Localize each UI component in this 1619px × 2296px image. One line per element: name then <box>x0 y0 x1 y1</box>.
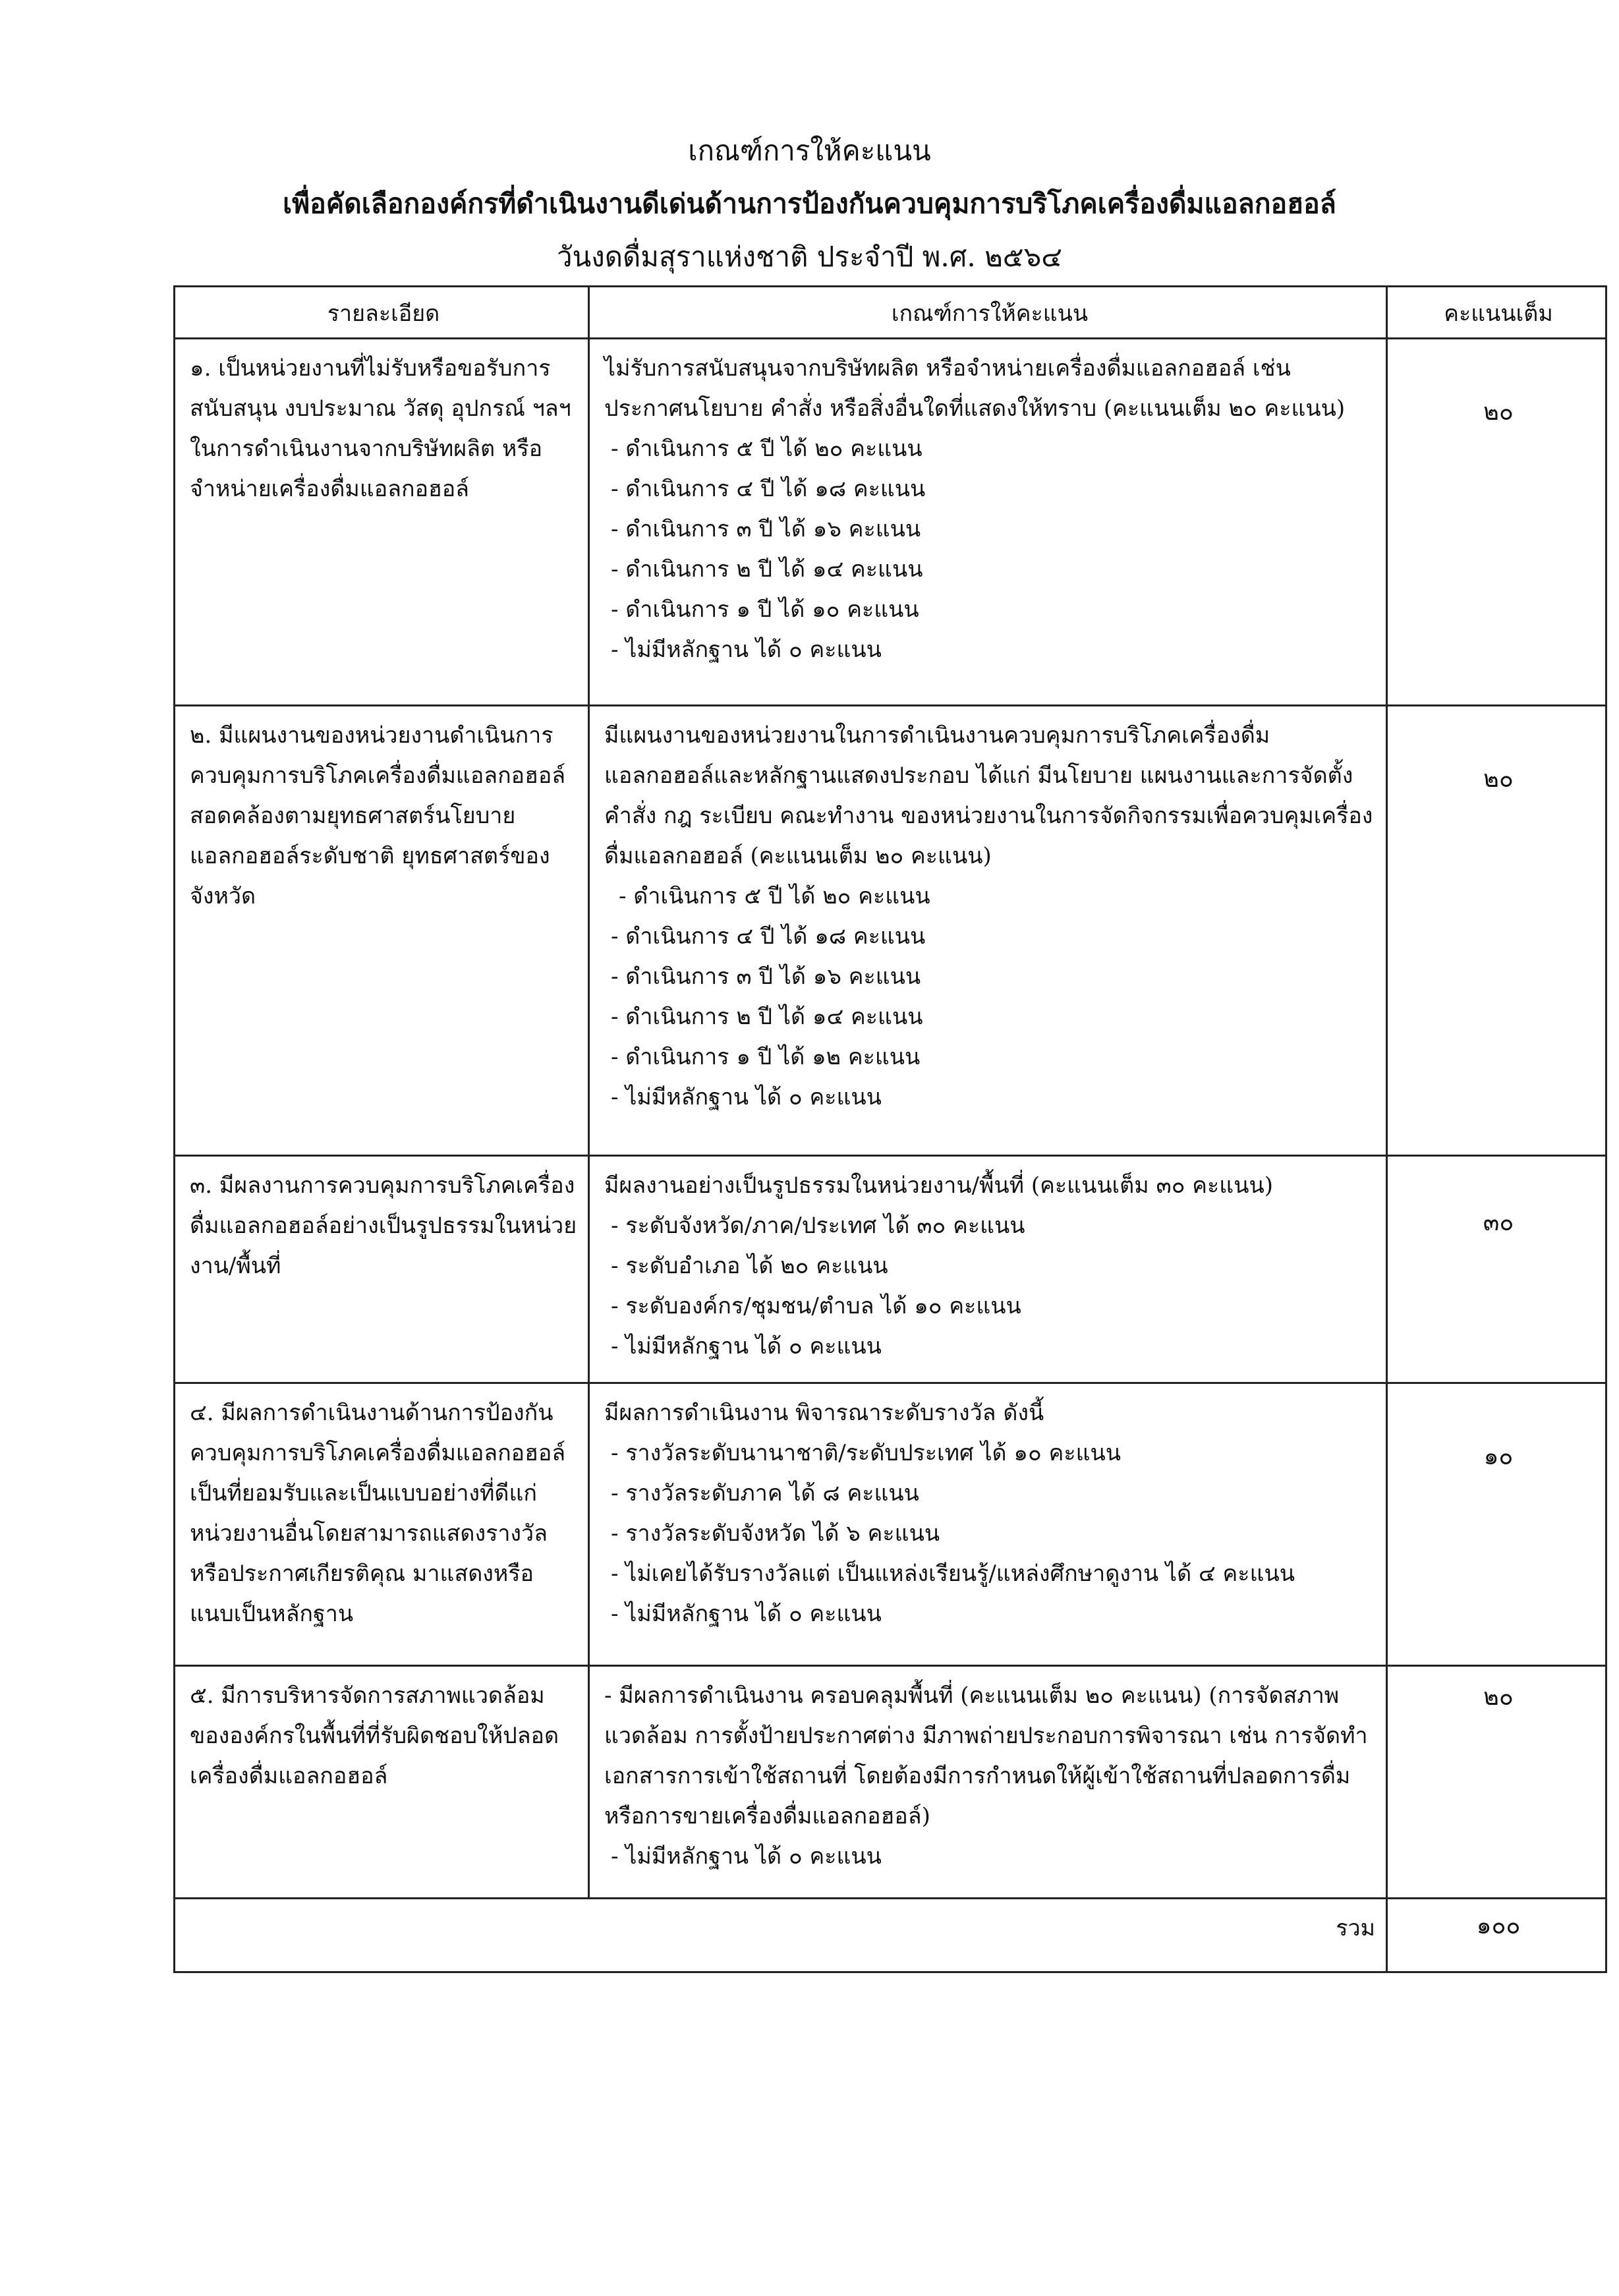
score-value: ๒๐ <box>1483 1684 1514 1711</box>
row-score <box>1387 1383 1606 1666</box>
row-score <box>1387 1666 1606 1899</box>
score-value: ๒๐ <box>1483 399 1514 426</box>
criteria-item: - ดำเนินการ ๑ ปี ได้ ๑๐ คะแนน <box>611 596 919 623</box>
row-criteria <box>589 1666 1387 1899</box>
total-score-value: ๑๐๐ <box>1476 1912 1521 1939</box>
total-row <box>175 1899 1606 1972</box>
row-score <box>1387 339 1606 706</box>
criteria-description: มีผลงานอย่างเป็นรูปธรรมในหน่วยงาน/พื้นที่ (คะแนนเต็ม ๓๐ คะแนน) <box>604 1172 1273 1199</box>
row-detail: ๔. มีผลการดำเนินงานด้านการป้องกันควบคุมการบริโภคเครื่องดื่มแอลกอฮอล์เป็นที่ยอมรับและเป็นแบบอย่างที่ดีแก่หน่วยงานอื่นโดยสามารถแสดงรางวัลหรือประกาศเกียรติคุณ มาแสดงหรือแนบเป็นหลักฐาน <box>175 1383 589 1666</box>
criteria-item: - ระดับอำเภอ ได้ ๒๐ คะแนน <box>611 1253 888 1279</box>
total-label: รวม <box>175 1899 1387 1972</box>
row-criteria <box>589 706 1387 1156</box>
criteria-description: - มีผลการดำเนินงาน ครอบคลุมพื้นที่ (คะแนนเต็ม ๒๐ คะแนน) (การจัดสภาพแวดล้อม การตั้งป้ายประกาศต่าง มีภาพถ่ายประกอบการพิจารณา เช่น การจัดทำเอกสารการเข้าใช้สถานที่ โดยต้องมีการกำหนดให้ผู้เข้าใช้สถานที่ปลอดการดื่มหรือการขายเครื่องดื่มแอลกอฮอล์) <box>604 1682 1368 1829</box>
criteria-item: - ระดับองค์กร/ชุมชน/ตำบล ได้ ๑๐ คะแนน <box>611 1293 1021 1319</box>
criteria-item: - ดำเนินการ ๕ ปี ได้ ๒๐ คะแนน <box>619 883 930 909</box>
score-value: ๑๐ <box>1483 1443 1514 1470</box>
table-row <box>175 1156 1606 1383</box>
criteria-description: มีผลการดำเนินงาน พิจารณาระดับรางวัล ดังนี้ <box>604 1400 1044 1426</box>
criteria-item: - ไม่มีหลักฐาน ได้ ๐ คะแนน <box>611 1601 882 1627</box>
total-score <box>1387 1899 1606 1972</box>
criteria-item: - ดำเนินการ ๓ ปี ได้ ๑๖ คะแนน <box>611 963 921 990</box>
criteria-item: - ไม่มีหลักฐาน ได้ ๐ คะแนน <box>611 1333 882 1360</box>
criteria-description: ไม่รับการสนับสนุนจากบริษัทผลิต หรือจำหน่ายเครื่องดื่มแอลกอฮอล์ เช่น ประกาศนโยบาย คำสั่ง หรือสิ่งอื่นใดที่แสดงให้ทราบ (คะแนนเต็ม ๒๐ คะแนน) <box>604 355 1346 422</box>
row-detail: ๕. มีการบริหารจัดการสภาพแวดล้อมขององค์กรในพื้นที่ที่รับผิดชอบให้ปลอดเครื่องดื่มแอลกอฮอล์ <box>175 1666 589 1899</box>
row-criteria <box>589 1383 1387 1666</box>
criteria-description: มีแผนงานของหน่วยงานในการดำเนินงานควบคุมการบริโภคเครื่องดื่มแอลกอฮอล์และหลักฐานแสดงประกอบ ได้แก่ มีนโยบาย แผนงานและการจัดตั้งคำสั่ง กฎ ระเบียบ คณะทำงาน ของหน่วยงานในการจัดกิจกรรมเพื่อควบคุมเครื่องดื่มแอลกอฮอล์ (คะแนนเต็ม ๒๐ คะแนน) <box>604 722 1373 869</box>
document-event-line: วันงดดื่มสุราแห่งชาติ ประจำปี พ.ศ. ๒๕๖๔ <box>556 241 1063 273</box>
criteria-item: - ดำเนินการ ๓ ปี ได้ ๑๖ คะแนน <box>611 516 921 542</box>
row-criteria <box>589 339 1387 706</box>
criteria-item: - ดำเนินการ ๕ ปี ได้ ๒๐ คะแนน <box>611 436 923 462</box>
score-value: ๒๐ <box>1483 766 1514 793</box>
criteria-item: - ไม่มีหลักฐาน ได้ ๐ คะแนน <box>611 1084 882 1110</box>
row-score <box>1387 706 1606 1156</box>
row-detail: ๓. มีผลงานการควบคุมการบริโภคเครื่องดื่มแอลกอฮอล์อย่างเป็นรูปธรรมในหน่วยงาน/พื้นที่ <box>175 1156 589 1383</box>
criteria-item: - รางวัลระดับภาค ได้ ๘ คะแนน <box>611 1480 919 1507</box>
criteria-item: - ดำเนินการ ๒ ปี ได้ ๑๔ คะแนน <box>611 1004 923 1030</box>
header-detail: รายละเอียด <box>175 287 589 339</box>
document-title: เกณฑ์การให้คะแนน <box>688 134 931 167</box>
criteria-item: - ดำเนินการ ๒ ปี ได้ ๑๔ คะแนน <box>611 556 923 583</box>
header-criteria: เกณฑ์การให้คะแนน <box>589 287 1387 339</box>
table-row <box>175 1666 1606 1899</box>
table-row <box>175 1383 1606 1666</box>
criteria-item: - ไม่มีหลักฐาน ได้ ๐ คะแนน <box>611 1843 882 1870</box>
row-criteria <box>589 1156 1387 1383</box>
row-score <box>1387 1156 1606 1383</box>
criteria-item: - รางวัลระดับจังหวัด ได้ ๖ คะแนน <box>611 1520 940 1547</box>
header-full-score: คะแนนเต็ม <box>1387 287 1606 339</box>
table-header-row <box>175 287 1606 339</box>
row-detail: ๒. มีแผนงานของหน่วยงานดำเนินการควบคุมการบริโภคเครื่องดื่มแอลกอฮอล์ สอดคล้องตามยุทธศาสตร์นโยบายแอลกอฮอล์ระดับชาติ ยุทธศาสตร์ของจังหวัด <box>175 706 589 1156</box>
criteria-item: - ระดับจังหวัด/ภาค/ประเทศ ได้ ๓๐ คะแนน <box>611 1213 1025 1239</box>
score-value: ๓๐ <box>1483 1209 1514 1236</box>
criteria-item: - ไม่เคยได้รับรางวัลแต่ เป็นแหล่งเรียนรู้/แหล่งศึกษาดูงาน ได้ ๔ คะแนน <box>611 1561 1295 1587</box>
row-detail: ๑. เป็นหน่วยงานที่ไม่รับหรือขอรับการสนับสนุน งบประมาณ วัสดุ อุปกรณ์ ฯลฯ ในการดำเนินงานจากบริษัทผลิต หรือจำหน่ายเครื่องดื่มแอลกอฮอล์ <box>175 339 589 706</box>
criteria-item: - ดำเนินการ ๔ ปี ได้ ๑๘ คะแนน <box>611 476 926 502</box>
criteria-item: - ไม่มีหลักฐาน ได้ ๐ คะแนน <box>611 637 882 663</box>
criteria-item: - ดำเนินการ ๑ ปี ได้ ๑๒ คะแนน <box>611 1044 921 1070</box>
scoring-criteria-table <box>173 285 1607 1973</box>
table-row <box>175 339 1606 706</box>
criteria-item: - รางวัลระดับนานาชาติ/ระดับประเทศ ได้ ๑๐ คะแนน <box>611 1440 1121 1466</box>
document-subtitle: เพื่อคัดเลือกองค์กรที่ดำเนินงานดีเด่นด้านการป้องกันควบคุมการบริโภคเครื่องดื่มแอลกอฮอล์ <box>283 188 1336 219</box>
criteria-item: - ดำเนินการ ๔ ปี ได้ ๑๘ คะแนน <box>611 923 926 950</box>
table-row <box>175 706 1606 1156</box>
